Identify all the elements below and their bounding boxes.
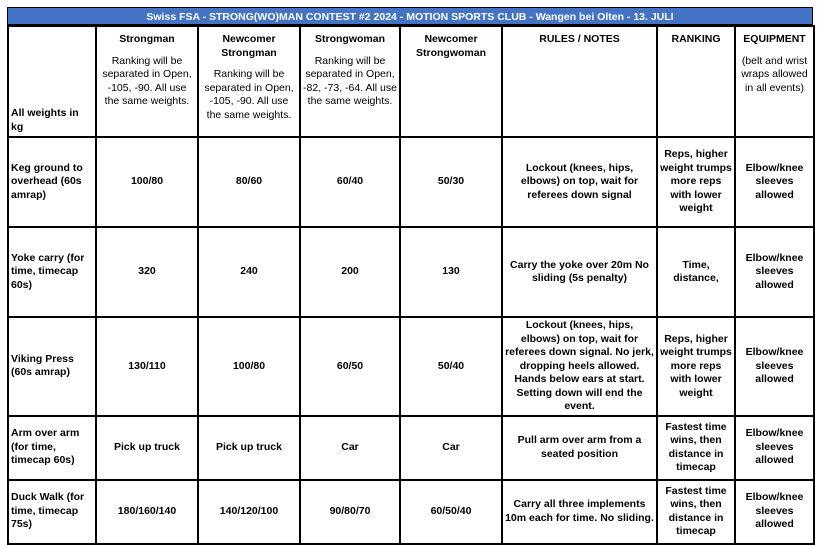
newcomer-strongwoman-weight: 50/30	[400, 137, 502, 227]
header-strongwoman	[300, 26, 400, 137]
newcomer-strongwoman-weight: 60/50/40	[400, 480, 502, 544]
weights-unit-label: All weights in kg	[8, 26, 96, 137]
ranking: Time, distance,	[657, 227, 735, 317]
header-title: Newcomer Strongman	[221, 33, 277, 59]
ranking: Fastest time wins, then distance in timecap	[657, 416, 735, 480]
header-title: RANKING	[671, 33, 721, 45]
rules-notes: Lockout (knees, hips, elbows) on top, wait for referees down signal	[502, 137, 657, 227]
strongwoman-weight: 200	[300, 227, 400, 317]
newcomer-strongwoman-weight: Car	[400, 416, 502, 480]
table-row	[8, 317, 814, 416]
event-name: Viking Press (60s amrap)	[8, 317, 96, 416]
equipment: Elbow/knee sleeves allowed	[735, 480, 814, 544]
events-table	[7, 25, 815, 545]
header-strongman	[96, 26, 198, 137]
newcomer-strongman-weight: 80/60	[198, 137, 300, 227]
strongman-weight: 100/80	[96, 137, 198, 227]
newcomer-strongwoman-weight: 130	[400, 227, 502, 317]
equipment: Elbow/knee sleeves allowed	[735, 416, 814, 480]
newcomer-strongman-weight: 140/120/100	[198, 480, 300, 544]
ranking: Reps, higher weight trumps more reps with lower weight	[657, 137, 735, 227]
header-row	[8, 26, 814, 137]
header-ranking	[657, 26, 735, 137]
event-name: Yoke carry (for time, timecap 60s)	[8, 227, 96, 317]
header-note: Ranking will be separated in Open, -105, -90. All use the same weights.	[204, 68, 294, 121]
rules-notes: Carry all three implements 10m each for time. No sliding.	[502, 480, 657, 544]
newcomer-strongman-weight: Pick up truck	[198, 416, 300, 480]
header-newcomer-strongman	[198, 26, 300, 137]
event-name: Duck Walk (for time, timecap 75s)	[8, 480, 96, 544]
header-title: Strongman	[119, 33, 175, 45]
table-row	[8, 480, 814, 544]
header-equipment	[735, 26, 814, 137]
strongman-weight: Pick up truck	[96, 416, 198, 480]
table-row	[8, 416, 814, 480]
strongwoman-weight: 60/50	[300, 317, 400, 416]
newcomer-strongman-weight: 240	[198, 227, 300, 317]
rules-notes: Lockout (knees, hips, elbows) on top, wait for referees down signal. No jerk, dropping heels allowed. Hands below ears at start. Setting down will end the event.	[502, 317, 657, 416]
strongwoman-weight: Car	[300, 416, 400, 480]
spreadsheet	[7, 7, 813, 545]
equipment: Elbow/knee sleeves allowed	[735, 137, 814, 227]
header-title: EQUIPMENT	[743, 33, 806, 45]
header-note: (belt and wrist wraps allowed in all events)	[741, 54, 808, 94]
ranking: Reps, higher weight trumps more reps with lower weight	[657, 317, 735, 416]
ranking: Fastest time wins, then distance in timecap	[657, 480, 735, 544]
strongwoman-weight: 60/40	[300, 137, 400, 227]
equipment: Elbow/knee sleeves allowed	[735, 317, 814, 416]
event-name: Keg ground to overhead (60s amrap)	[8, 137, 96, 227]
header-title: RULES / NOTES	[539, 33, 620, 45]
strongman-weight: 130/110	[96, 317, 198, 416]
header-note: Ranking will be separated in Open, -105, -90. All use the same weights.	[102, 54, 192, 107]
equipment: Elbow/knee sleeves allowed	[735, 227, 814, 317]
strongwoman-weight: 90/80/70	[300, 480, 400, 544]
header-rules	[502, 26, 657, 137]
newcomer-strongman-weight: 100/80	[198, 317, 300, 416]
rules-notes: Carry the yoke over 20m No sliding (5s penalty)	[502, 227, 657, 317]
header-title: Strongwoman	[315, 33, 385, 45]
header-title: Newcomer Strongwoman	[416, 33, 486, 59]
strongman-weight: 180/160/140	[96, 480, 198, 544]
strongman-weight: 320	[96, 227, 198, 317]
event-name: Arm over arm (for time, timecap 60s)	[8, 416, 96, 480]
contest-title: Swiss FSA - STRONG(WO)MAN CONTEST #2 2024 - MOTION SPORTS CLUB - Wangen bei Olten - 13. JULI	[7, 7, 813, 25]
rules-notes: Pull arm over arm from a seated position	[502, 416, 657, 480]
header-note: Ranking will be separated in Open, -82, -73, -64. All use the same weights.	[303, 54, 397, 107]
table-row	[8, 227, 814, 317]
header-newcomer-strongwoman	[400, 26, 502, 137]
table-row	[8, 137, 814, 227]
newcomer-strongwoman-weight: 50/40	[400, 317, 502, 416]
